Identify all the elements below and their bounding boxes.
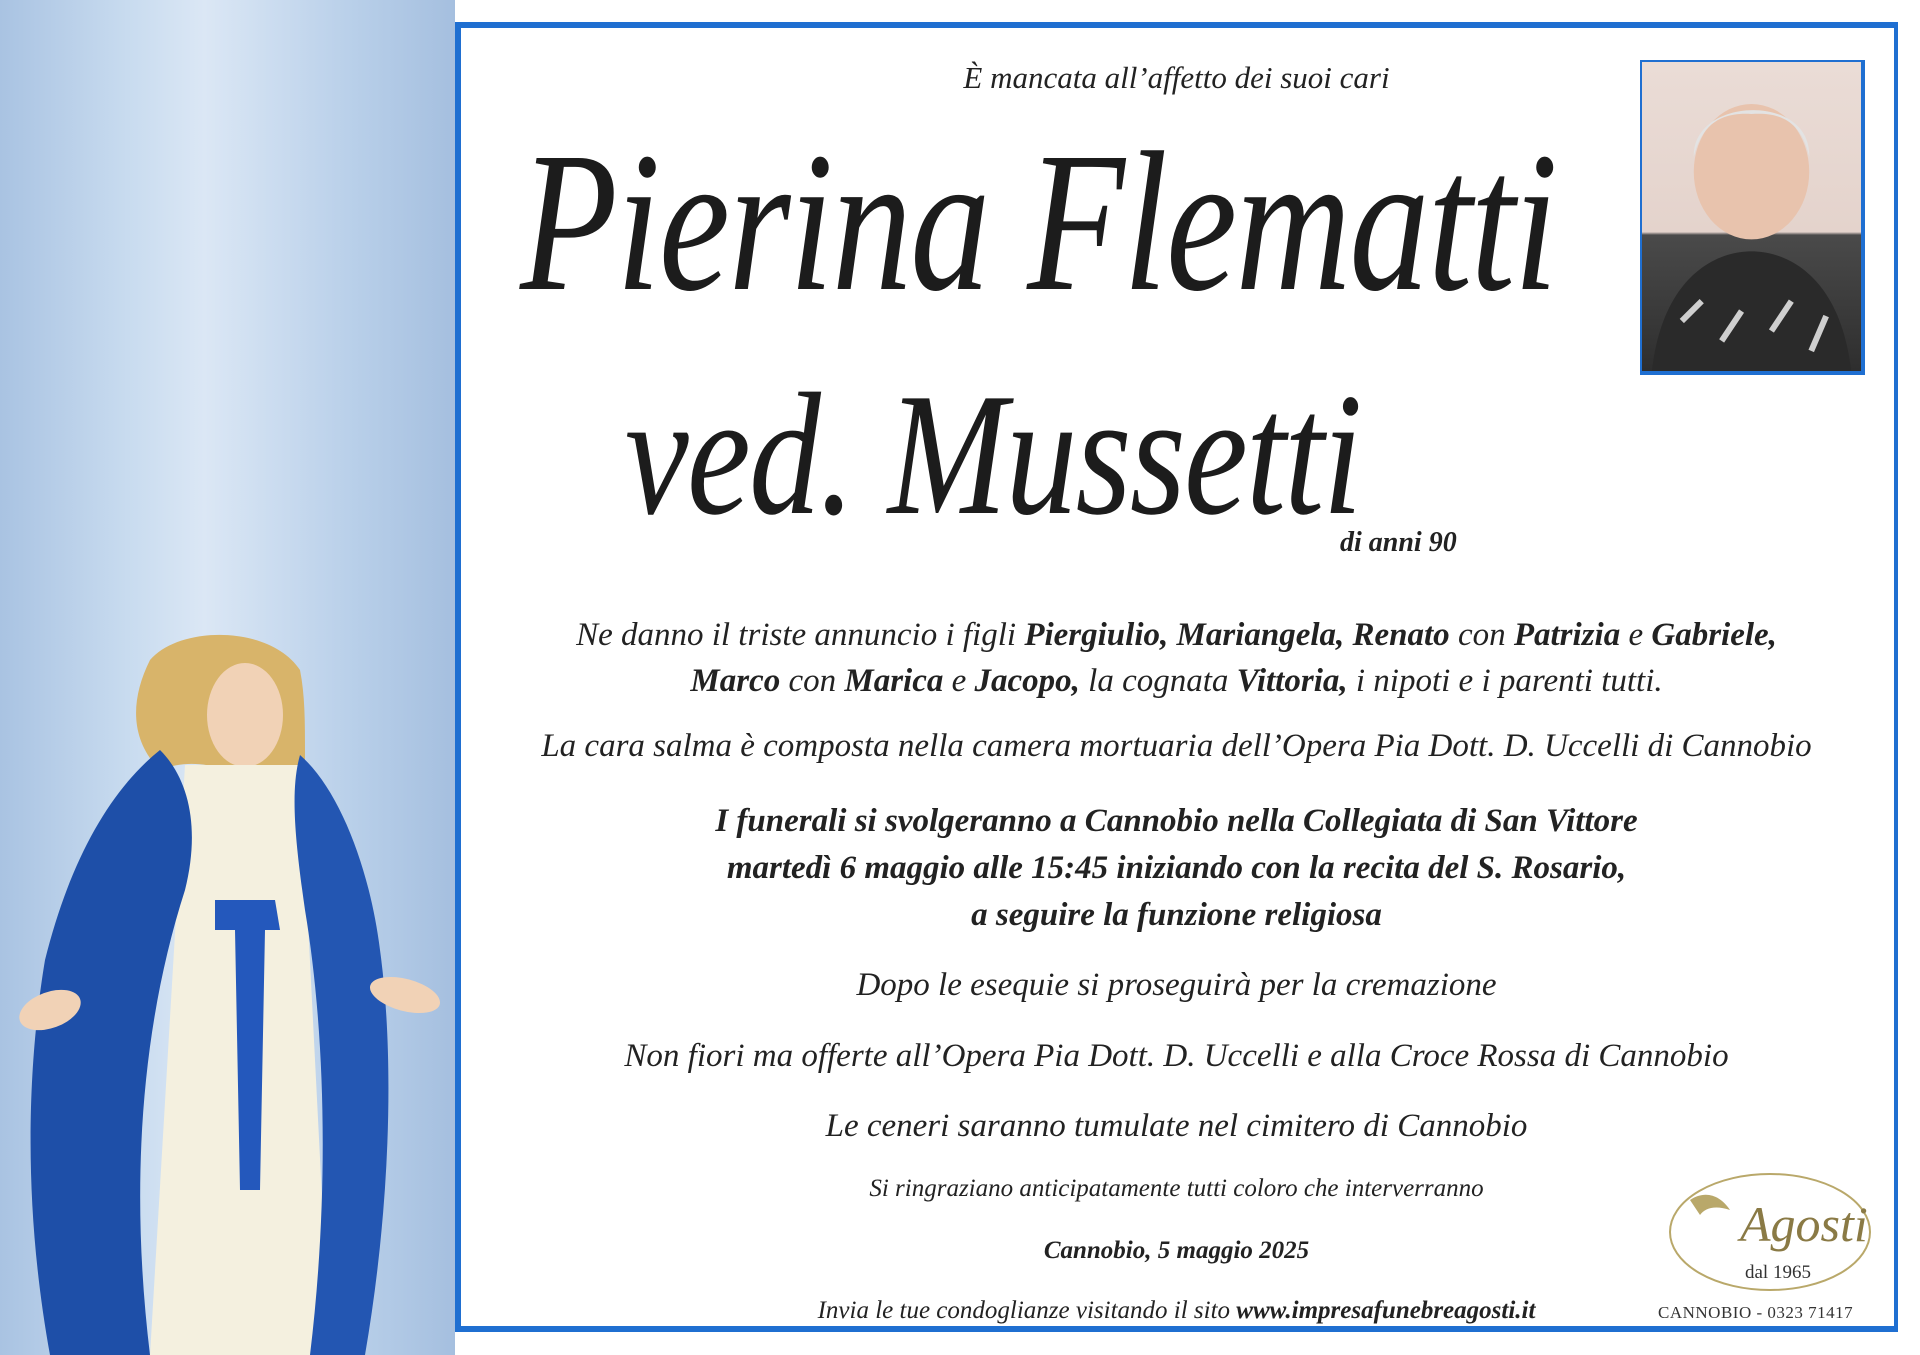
announcement-text: i nipoti e i parenti tutti. [1347, 663, 1663, 699]
funeral-paragraph [455, 798, 1898, 939]
deceased-married-name: ved. Mussetti [625, 357, 1361, 551]
madonna-figure [10, 630, 450, 1355]
logo-wordmark: Agosti [1740, 1196, 1868, 1252]
funeral-line: a seguire la funzione religiosa [971, 897, 1382, 933]
announcement-text: e [1620, 617, 1652, 653]
announcement-text: con [780, 663, 845, 699]
announcement-text: la cognata [1079, 663, 1237, 699]
salma-paragraph: La cara salma è composta nella camera mortuaria dell’Opera Pia Dott. D. Uccelli di Cannobio [541, 728, 1812, 764]
family-name: Gabriele, [1651, 617, 1777, 653]
deceased-name: Pierina Flematti [520, 112, 1557, 333]
condolences-prefix: Invia le tue condoglianze visitando il sito [817, 1297, 1237, 1324]
family-name: Piergiulio, Mariangela, Renato [1024, 617, 1450, 653]
funeral-line: I funerali si svolgeranno a Cannobio nella Collegiata di San Vittore [715, 803, 1638, 839]
cremation-paragraph: Dopo le esequie si proseguirà per la cremazione [856, 967, 1497, 1003]
flowers-paragraph: Non fiori ma offerte all’Opera Pia Dott. D. Uccelli e alla Croce Rossa di Cannobio [624, 1038, 1729, 1074]
funeral-line: martedì 6 maggio alle 15:45 iniziando con la recita del S. Rosario, [726, 850, 1627, 886]
family-name: Jacopo, [974, 663, 1080, 699]
family-name: Vittoria, [1236, 663, 1348, 699]
intro-text: È mancata all’affetto dei suoi cari [963, 60, 1390, 95]
portrait-photo [1640, 60, 1865, 375]
portrait-figure-icon [1642, 62, 1861, 371]
family-name: Patrizia [1513, 617, 1621, 653]
age-label: di anni 90 [1340, 527, 1457, 558]
logo-since: dal 1965 [1745, 1262, 1811, 1283]
family-name: Marica [844, 663, 944, 699]
announcement-paragraph [455, 612, 1898, 704]
announcement-text: e [943, 663, 975, 699]
condolences-link[interactable]: www.impresafunebreagosti.it [1236, 1297, 1536, 1324]
announcement-text: Ne danno il triste annuncio i figli [576, 617, 1025, 653]
place-date: Cannobio, 5 maggio 2025 [1043, 1237, 1310, 1264]
announcement-text: con [1449, 617, 1514, 653]
family-name: Marco [690, 663, 781, 699]
logo-contact: CANNOBIO - 0323 71417 [1658, 1303, 1854, 1322]
thanks-paragraph: Si ringraziano anticipatamente tutti coloro che interverranno [869, 1175, 1484, 1202]
ashes-paragraph: Le ceneri saranno tumulate nel cimitero di Cannobio [825, 1108, 1528, 1144]
